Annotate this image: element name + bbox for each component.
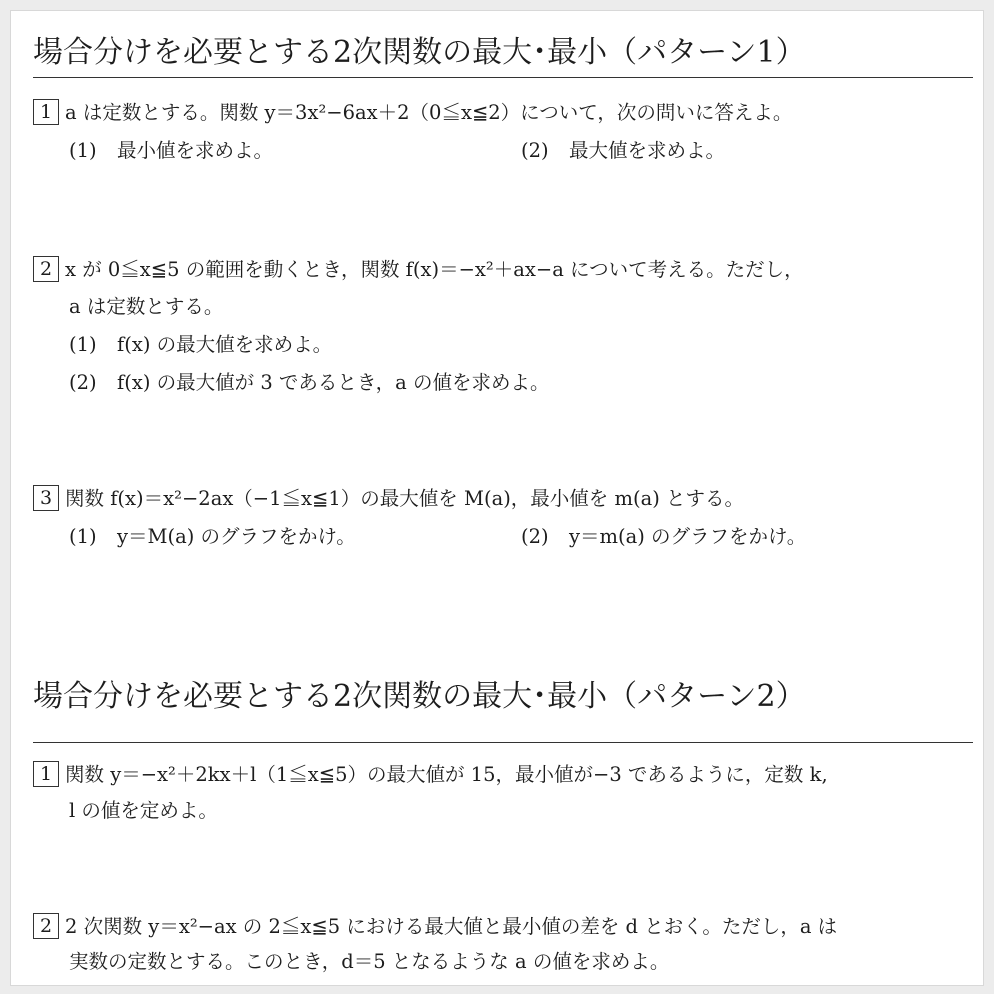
problem-number-box: 2 bbox=[33, 913, 59, 939]
problem-number-box: 2 bbox=[33, 256, 59, 282]
sub-label: (2) bbox=[69, 371, 97, 394]
section-2-title: 場合分けを必要とする2次関数の最大･最小（パターン2） bbox=[33, 679, 806, 714]
problem-text: 関数 f(x)＝x²−2ax（−1≦x≦1）の最大値を M(a)，最小値を m(a) とする。 bbox=[65, 487, 745, 510]
s2-problem-2-line-2 bbox=[69, 948, 669, 976]
section-1-rule bbox=[33, 77, 973, 78]
worksheet-page bbox=[10, 10, 984, 986]
s1-problem-1-line-1 bbox=[33, 99, 792, 127]
problem-text: l の値を定めよ。 bbox=[69, 799, 218, 822]
s2-problem-1-line-2 bbox=[69, 797, 218, 825]
sub-label: (1) bbox=[69, 525, 97, 548]
s1-problem-3-line-1 bbox=[33, 485, 744, 513]
problem-text: x が 0≦x≦5 の範囲を動くとき，関数 f(x)＝−x²＋ax−a について考える。ただし， bbox=[65, 258, 804, 281]
problem-number-box: 1 bbox=[33, 99, 59, 125]
sub-label: (1) bbox=[69, 139, 97, 162]
sub-text: f(x) の最大値を求めよ。 bbox=[117, 333, 333, 356]
problem-text: 2 次関数 y＝x²−ax の 2≦x≦5 における最大値と最小値の差を d とおく。ただし，a は bbox=[65, 915, 838, 938]
section-1-title: 場合分けを必要とする2次関数の最大･最小（パターン1） bbox=[33, 35, 806, 70]
s1-problem-2-line-1 bbox=[33, 256, 804, 284]
sub-text: 最小値を求めよ。 bbox=[117, 139, 274, 162]
s1-problem-3-sub-1 bbox=[69, 523, 356, 551]
problem-text: a は定数とする。関数 y＝3x²−6ax＋2（0≦x≦2）について，次の問いに答えよ。 bbox=[65, 101, 793, 124]
sub-text: 最大値を求めよ。 bbox=[569, 139, 726, 162]
problem-text: 実数の定数とする。このとき，d＝5 となるような a の値を求めよ。 bbox=[69, 950, 670, 973]
s1-problem-2-sub-1 bbox=[69, 331, 332, 359]
sub-text: y＝M(a) のグラフをかけ。 bbox=[117, 525, 356, 548]
sub-text: f(x) の最大値が 3 であるとき，a の値を求めよ。 bbox=[117, 371, 550, 394]
section-2-rule bbox=[33, 742, 973, 743]
s1-problem-2-line-2 bbox=[69, 293, 223, 321]
s2-problem-2-line-1 bbox=[33, 913, 837, 941]
problem-text: 関数 y＝−x²＋2kx＋l（1≦x≦5）の最大値が 15，最小値が−3 であるように，定数 k, bbox=[65, 763, 828, 786]
sub-label: (2) bbox=[521, 525, 549, 548]
s1-problem-3-sub-2 bbox=[521, 523, 806, 551]
problem-text: a は定数とする。 bbox=[69, 295, 224, 318]
problem-number-box: 3 bbox=[33, 485, 59, 511]
s2-problem-1-line-1 bbox=[33, 761, 828, 789]
sub-text: y＝m(a) のグラフをかけ。 bbox=[569, 525, 807, 548]
s1-problem-2-sub-2 bbox=[69, 369, 549, 397]
sub-label: (1) bbox=[69, 333, 97, 356]
s1-problem-1-sub-1 bbox=[69, 137, 273, 165]
sub-label: (2) bbox=[521, 139, 549, 162]
s1-problem-1-sub-2 bbox=[521, 137, 725, 165]
problem-number-box: 1 bbox=[33, 761, 59, 787]
